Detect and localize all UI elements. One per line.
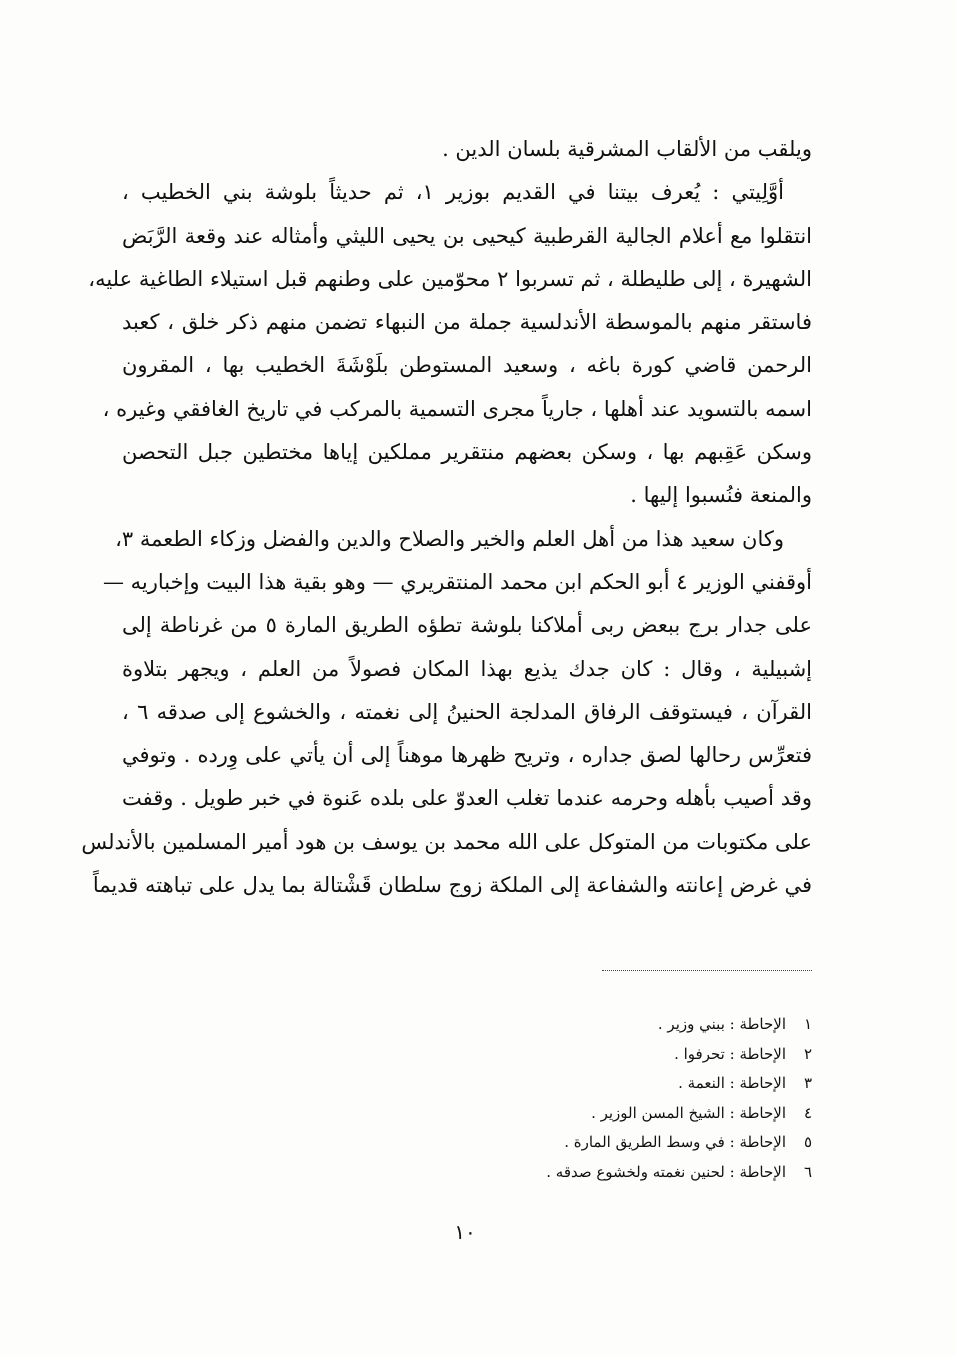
footnote [312,1099,812,1129]
footnote-text: الإحاطة : لحنين نغمته ولخشوع صدقه . [546,1162,786,1181]
footnote-number: ٤ [803,1103,812,1122]
text-line: فاستقر منهم بالموسطة الأندلسية جملة من النبهاء تضمن منهم ذكر خلق ، كعبد [122,310,812,335]
footnote-text: الإحاطة : تحرفوا . [674,1044,786,1063]
text-line: ويلقب من الألقاب المشرقية بلسان الدين . [442,137,812,161]
footnote-text: الإحاطة : الشيخ المسن الوزير . [591,1103,786,1122]
footnote-text: الإحاطة : ببني وزير . [657,1015,786,1033]
main-text-block [81,128,813,907]
footnote-number: ٢ [803,1044,812,1063]
text-line: فتعرِّس رحالها لصق جداره ، وتريح ظهرها موهناً إلى أن يأتي على وِرده . وتوفي [122,743,812,768]
text-line: على جدار برج ببعض ربى أملاكنا بلوشة تطؤه الطريق المارة ٥ من غرناطة إلى [122,613,813,638]
text-line: أوَّلِيتي : يُعرف بيتنا في القديم بوزير ١، ثم حديثاً بلوشة بني الخطيب ، [122,180,785,205]
footnote-text: الإحاطة : النعمة . [678,1074,786,1093]
text-line: والمنعة فنُسبوا إليها . [630,483,812,508]
text-line: إشبيلية ، وقال : كان جدك يذيع بهذا المكان فصولاً من العلم ، ويجهر بتلاوة [122,656,812,681]
footnote [312,1158,812,1188]
text-line: القرآن ، فيستوقف الرفاق المدلجة الحنينُ إلى نغمته ، والخشوع إلى صدقه ٦ ، [122,699,813,724]
footnote [312,1010,812,1040]
page-number: ١٠ [454,1220,476,1244]
footnote-number: ١ [803,1015,812,1033]
text-line: انتقلوا مع أعلام الجالية القرطبية كيحيى بن يحيى الليثي وأمثاله عند وقعة الرَّبَض [122,223,812,248]
text-line: وسكن عَقِبهم بها ، وسكن بعضهم منتقرير مملكين إياها مختطين جبل التحصن [122,440,812,465]
footnote [312,1128,812,1158]
footnote-number: ٥ [803,1133,812,1152]
footnote-number: ٦ [803,1162,812,1181]
footnote-text: الإحاطة : في وسط الطريق المارة . [564,1133,786,1152]
text-line: الرحمن قاضي كورة باغه ، وسعيد المستوطن بلَوْشَةَ الخطيب بها ، المقرون [122,353,812,378]
text-line: الشهيرة ، إلى طليطلة ، ثم تسربوا ٢ محوّمين على وطنهم قبل استيلاء الطاغية عليه، [88,266,812,291]
text-line: على مكتوبات من المتوكل على الله محمد بن يوسف بن هود أمير المسلمين بالأندلس [81,829,812,854]
footnote [312,1069,812,1099]
footnote-number: ٣ [803,1074,812,1093]
text-line: أوقفني الوزير ٤ أبو الحكم ابن محمد المنتقريري — وهو بقية هذا البيت وإخباريه — [102,569,812,594]
footnotes [312,1010,812,1188]
footnote-separator [602,970,812,971]
text-line: وقد أصيب بأهله وحرمه عندما تغلب العدوّ على بلده عَنوة في خبر طويل . وقفت [122,786,812,811]
text-line: وكان سعيد هذا من أهل العلم والخير والصلاح والدين والفضل وزكاء الطعمة ٣، [115,526,784,551]
text-line: اسمه بالتسويد عند أهلها ، جارياً مجرى التسمية بالمركب في تاريخ الغافقي وغيره ، [102,396,812,421]
footnote [312,1040,812,1070]
text-line: في غرض إعانته والشفاعة إلى الملكة زوج سلطان قَشْتالة بما يدل على تباهته قديماً [92,873,812,898]
